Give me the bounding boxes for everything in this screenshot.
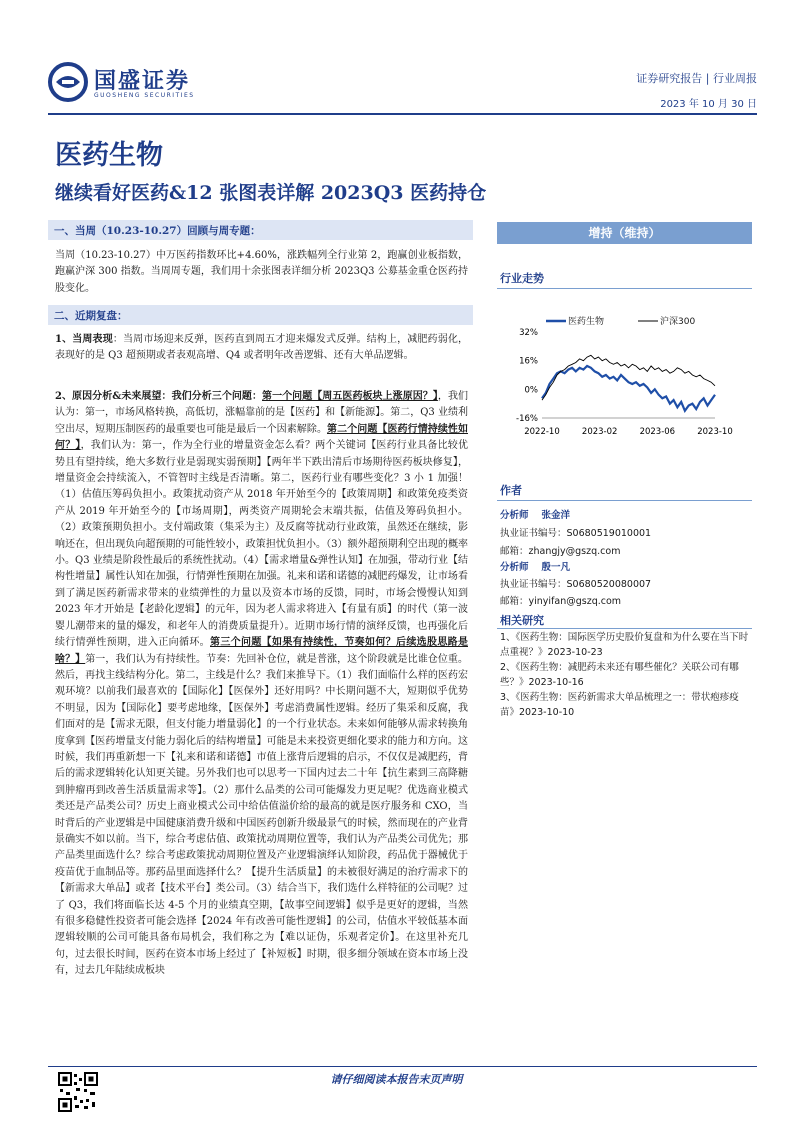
p2-answer-1: ，我们认为：第一，市场风格转换，高低切，涨幅靠前的是【医药】和【新能源】。第二，Q3 业绩利空出尽，短期压制医药的最重要也可能是最后一个因素解除。 [55,391,468,435]
report-date: 2023 年 10 月 30 日 [660,99,757,110]
analyst-2-label: 分析师 [500,562,529,573]
header-divider [48,113,757,115]
footer-divider [48,1066,757,1067]
report-title: 继续看好医药&12 张图表详解 2023Q3 医药持仓 [55,182,487,204]
p2-answer-2: ，我们认为：第一，作为全行业的增量资金怎么看？两个关键词【医药行业具备比较优势且有望持续，绝大多数行业是弱现实弱预期】【两年半下跌出清后市场期待医药板块修复】，增量资金会持续流入，不管智时主线是否清晰。第二，医药行业有哪些变化？3 小 1 加强！（1）估值压筹码负担小。政策扰动资产从 2018 年开始至今的【政策周期】和政策免疫类资产从 2019 年开始至今的【市场周期】，两类资产周期轮会末端共振，估值及筹码负担小。（2）政策预期负担小。支付端政策（集采为主）及反腐等扰动行业政策，虽然还在继续，影响还在，但出现负向超预期的可能性较小，政策担忧负担小。（3）额外超预期利空出现的概率小。Q3 业绩是阶段性最后的系统性扰动。（4）【需求增量&弹性认知】在加强，带动行业【结构性增量】属性认知在加强，行情弹性预期在加强。礼来和诺和诺德的减肥药爆发，让市场看到了满足医药新需求带来的业绩弹性的力量以及资本市场的反馈，同时，市场会慢慢认知到 2023 年才开始是【老龄化逻辑】的元年，因为老人需求将进入【有量有质】的时代（第一波婴儿潮带来的量的爆发，和老年人的消费质量提升）。近期市场行情的演绎反馈，也再强化后续行情弹性预期，进入正向循环。 [55,440,468,649]
y-axis-ticks [516,328,538,424]
analyst-1-row [500,507,570,521]
report-type: 证券研究报告 | 行业周报 [636,72,757,85]
legend-label-pharma: 医药生物 [568,317,605,327]
p1-text: ：当周市场迎来反弹，医药直到周五才迎来爆发式反弹。结构上，减肥药弱化，表现好的是 Q3 超预期或者表观高增、Q4 或者明年改善逻辑、还有大单品逻辑。 [55,334,469,362]
x-tick-label: 2023-02 [581,427,618,437]
company-name-en: GUOSHENG SECURITIES [94,92,195,99]
p2-question-3: 第三个问题【如果有持续性，节奏如何？后续选股思路是啥？】 [55,637,468,665]
analyst-2-row [500,559,570,573]
p1-lead: 1、当周表现 [55,334,113,345]
p2-question-1: 第一个问题【周五医药板块上涨原因？】 [262,391,438,402]
trend-divider [497,288,752,289]
section-1-heading: 一、当周（10.23-10.27）回顾与周专题： [48,220,473,240]
related-title: 相关研究 [500,614,544,627]
section-2-heading: 二、近期复盘： [48,305,473,325]
chart-legend [546,315,695,327]
sector-title: 医药生物 [55,140,163,171]
analysis-paragraph [55,389,468,1064]
analyst-1-cert: 执业证书编号：S0680519010001 [500,528,652,539]
y-tick-label: -16% [516,414,538,424]
legend-label-hs300: 沪深300 [660,317,696,327]
y-tick-label: 0% [524,385,538,396]
trend-title: 行业走势 [500,272,544,285]
authors-title: 作者 [500,484,522,497]
x-tick-label: 2023-06 [639,427,676,437]
related-item-1[interactable]: 1、《医药生物：国际医学历史股价复盘和为什么要在当下时点重视？》2023-10-23 [500,632,749,658]
p2-lead: 2、原因分析&未来展望：我们分析三个问题： [55,391,263,402]
analyst-2-cert: 执业证书编号：S0680520080007 [500,579,652,590]
company-logo [48,62,238,102]
weekly-performance-paragraph [55,332,468,365]
series-line-hs300 [542,355,715,400]
related-item-2[interactable]: 2、《医药生物：减肥药未来还有哪些催化？关联公司有哪些？》2023-10-16 [500,662,739,688]
p2-question-2: 第二个问题【医药行情持续性如何？】 [55,423,468,452]
related-item-3[interactable]: 3、《医药生物：医药新需求大单品梳理之一：带状疱疹疫苗》2023-10-10 [500,692,739,718]
company-name-cn: 国盛证券 [94,68,191,94]
x-axis-ticks [524,427,733,437]
p2-answer-3: 第一，我们认为有持续性。节奏：先回补仓位，就是普涨，这个阶段就是比谁仓位重。然后，再找主线结构分化。第二，主线是什么？我们来推导下。（1）我们面临什么样的医药宏观环境？以前我们最喜欢的【国际化】【医保外】还好用吗？中长期问题不大，短期似乎优势不明显，因为【国际化】要考虑地缘，【医保外】考虑消费属性逻辑。经历了集采和反腐，我们面对的是【需求无限，但支付能力增量弱化】的一个行业状态。未来如何能够从需求转换角度拿到【医药增量支付能力弱化后的结构增量】可能是未来投资更细化要求的能力和方向。这时候，我们再重新想一下【礼来和诺和诺德】市值上涨背后逻辑的启示，不仅仅是减肥药，背后的需求逻辑转化认知更关键。另外我们也可以思考一下国内过去二十年【抗生素到三高降糖到肿瘤再到改善生活质量需求等】。（2）那什么品类的公司可能爆发力更足呢？优选商业模式类还是产品类公司？历史上商业模式公司中给估值溢价给的最高的就是医疗服务和 CXO，当时背后的产业逻辑是中国健康消费升级和中国医药创新升级最景气的时候，然而现在的产业背景确实不如以前。当下，综合考虑估值、政策扰动周期位置等，我们认为产品类公司优先；那产品类里面选什么？综合考虑政策扰动周期位置及产业逻辑演绎认知阶段，药品优于器械优于疫苗优于血制品等。那药品里面选择什么？【提升生活质量】的未被很好满足的治疗需求下的【新需求大单品】或者【技术平台】类公司。（3）结合当下，我们选什么样特征的公司呢？过了 Q3，我们将面临长达 4-5 个月的业绩真空期，【故事空间逻辑】似乎是更好的逻辑，当然有很多稳健性投资者可能会选择【2024 年有改善可能性逻辑】的公司，估值水平较低基本面逻辑较顺的公司可能具备布局机会，我们称之为【难以证伪，乐观者定价】。在这里补充几句，过去很长时间，医药在资本市场上经过了【补短板】时期，很多细分领域在资本市场上没有，过去几年陆续成板块 [55,653,468,977]
logo-mark-icon [48,62,88,102]
analyst-2-name: 殷一凡 [541,562,571,573]
x-tick-label: 2022-10 [524,427,560,437]
rating-badge: 增持（维持） [497,222,752,244]
section-1-paragraph: 当周（10.23-10.27）中万医药指数环比+4.60%，涨跌幅列全行业第 2，跑赢创业板指数，跑赢沪深 300 指数。当周周专题，我们用十余张图表详细分析 2023Q3 公募基金重仓医药持股变化。 [55,250,468,294]
x-tick-label: 2023-10 [697,427,733,437]
analyst-2-email[interactable]: 邮箱：yinyifan@gszq.com [500,596,622,607]
authors-divider [497,500,752,501]
analyst-1-name: 张金洋 [541,510,571,521]
y-tick-label: 16% [519,356,538,367]
series-line-pharma [542,366,715,411]
y-tick-label: 32% [519,328,538,338]
industry-trend-chart [500,314,740,444]
footer-disclaimer: 请仔细阅读本报告末页声明 [330,1073,463,1086]
analyst-1-label: 分析师 [500,510,529,521]
chart-series [542,355,715,411]
related-divider [497,628,752,629]
analyst-1-email[interactable]: 邮箱：zhangjy@gszq.com [500,546,621,557]
